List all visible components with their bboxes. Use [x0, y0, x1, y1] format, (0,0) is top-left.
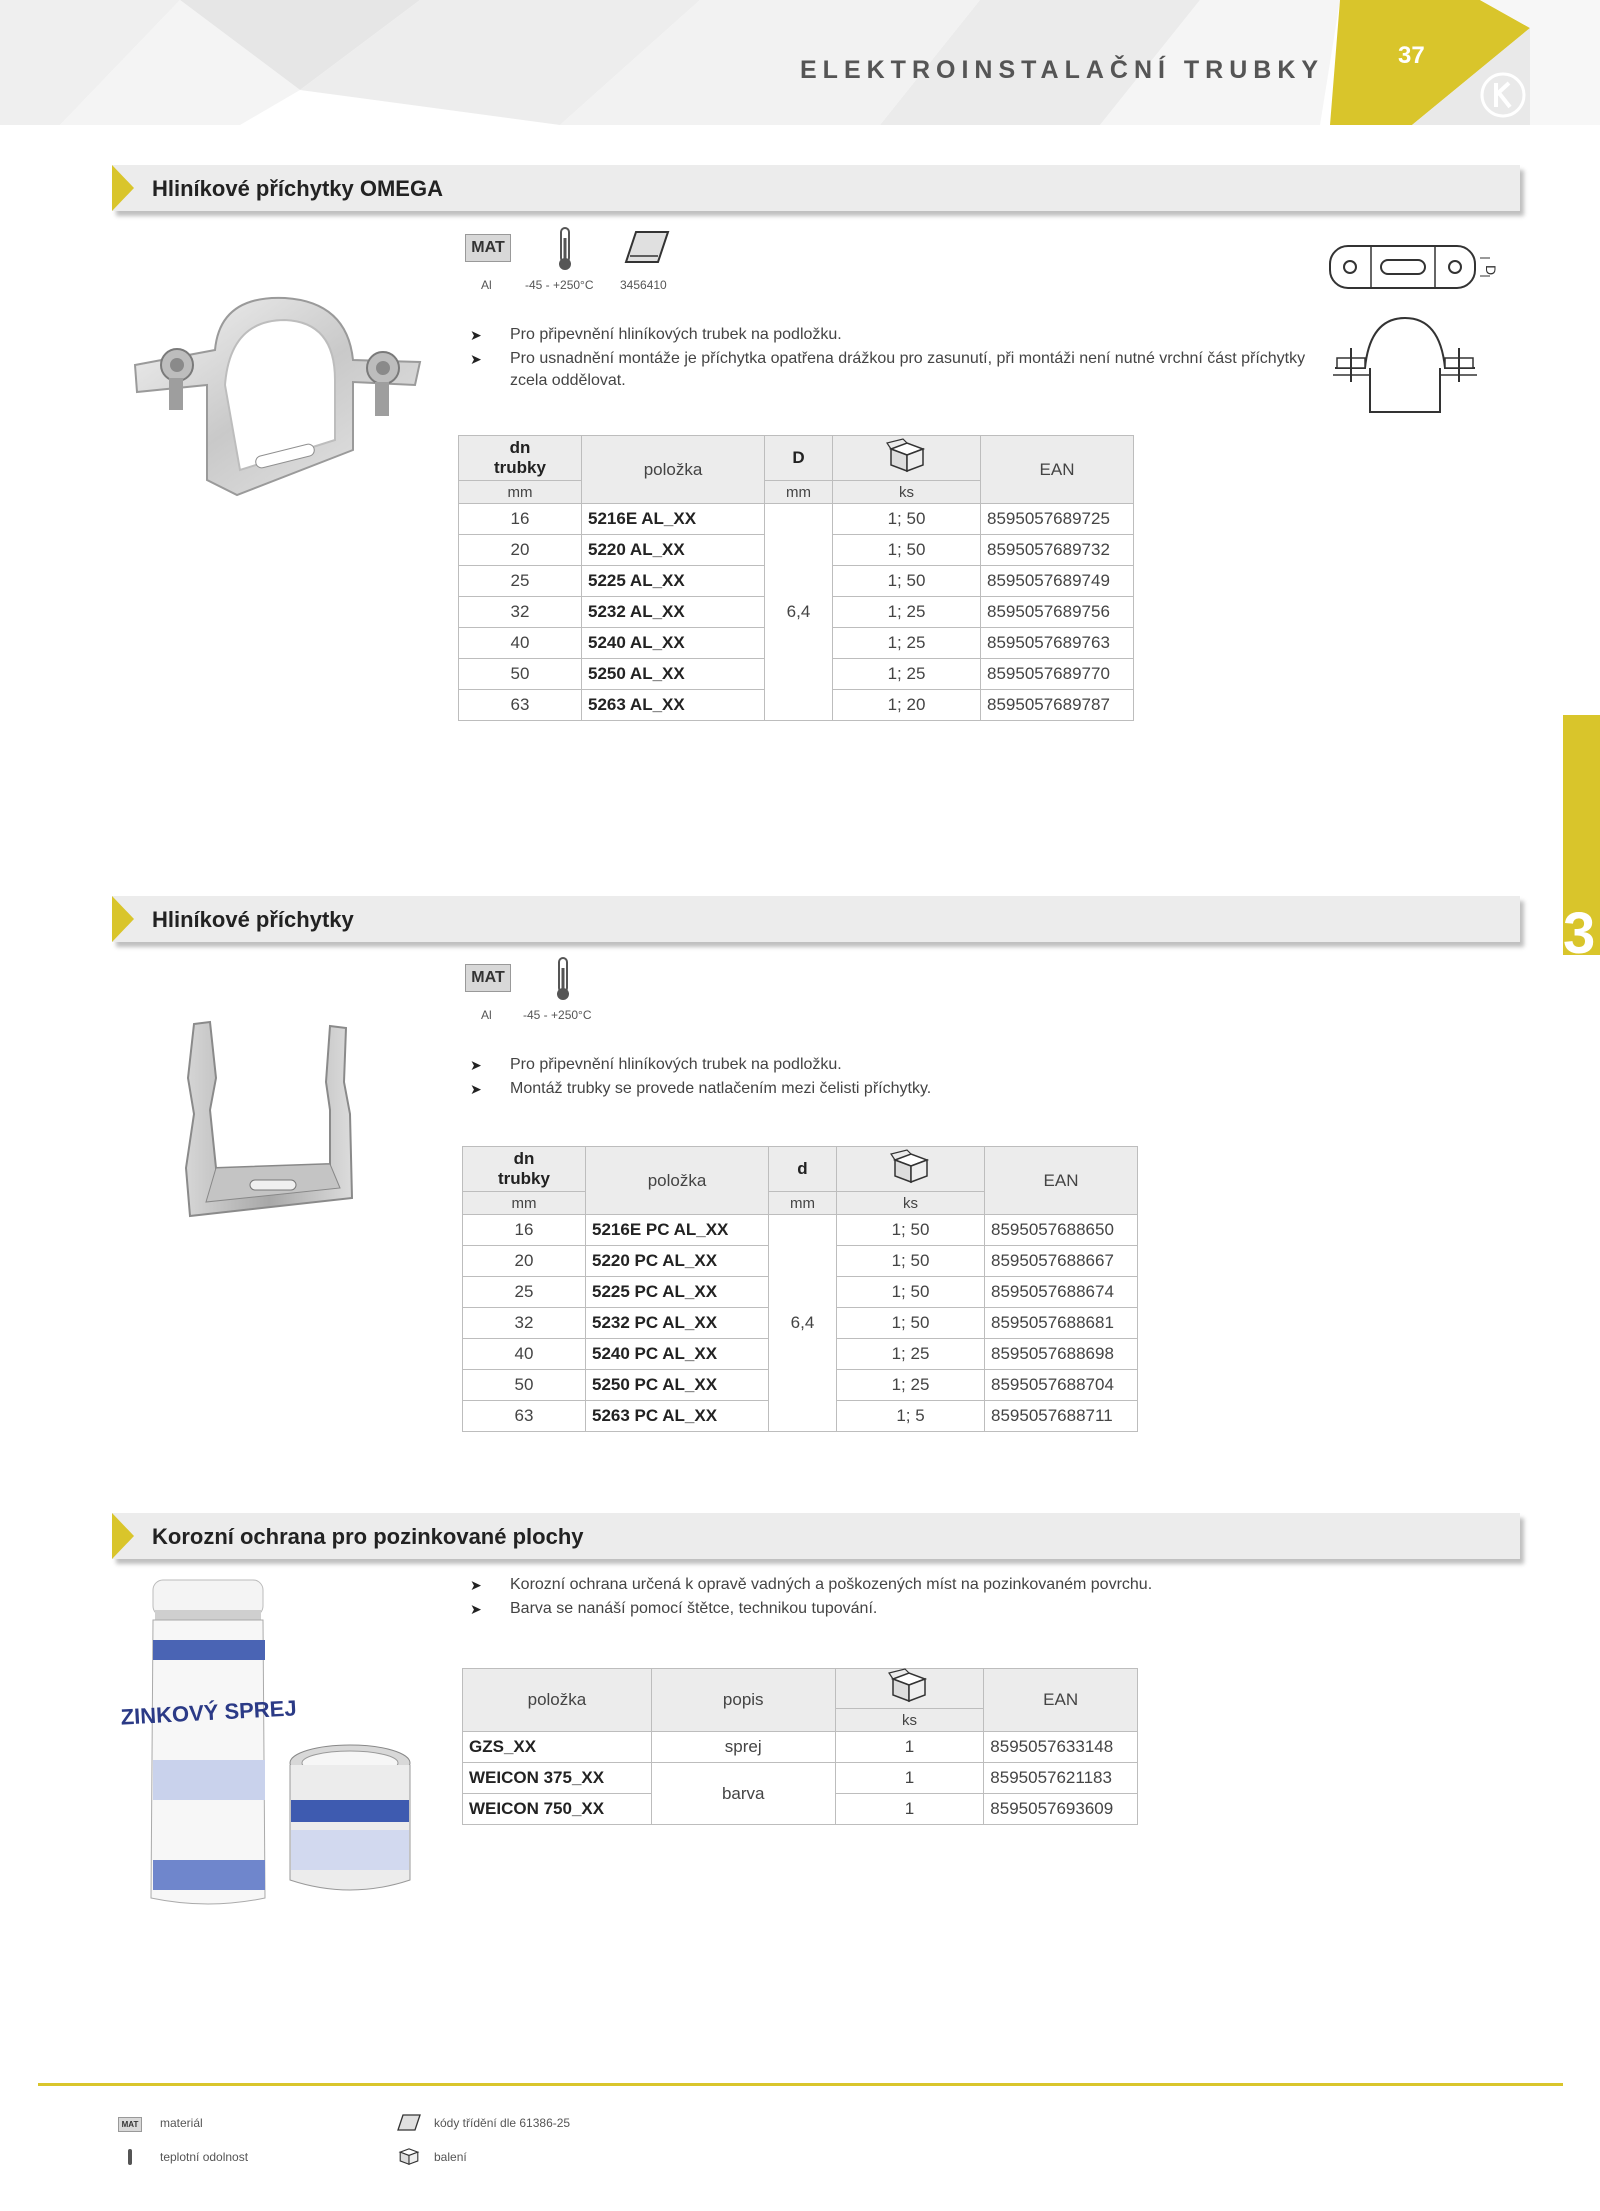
u-clip-image [180, 1018, 360, 1223]
cell-dn: 16 [463, 1215, 586, 1246]
bullet-item [470, 348, 1320, 392]
cell-dn: 63 [459, 690, 582, 721]
cell-ks: 1 [835, 1763, 984, 1794]
cell-ean: 8595057688704 [985, 1370, 1138, 1401]
cell-ks: 1; 5 [837, 1401, 985, 1432]
temperature-label: -45 - +250°C [525, 278, 594, 292]
unit-ks: ks [835, 1709, 984, 1732]
cell-dn: 32 [459, 597, 582, 628]
section-marker [112, 165, 134, 211]
temperature-label: -45 - +250°C [523, 1008, 592, 1022]
thermometer-icon [555, 226, 575, 272]
cell-ks: 1; 50 [837, 1277, 985, 1308]
product-label: ZINKOVÝ SPREJ [120, 1695, 298, 1730]
bullet-text: Barva se nanáší pomocí štětce, technikou tupování. [510, 1600, 878, 1617]
unit-mm: mm [459, 481, 582, 504]
cell-code: 5220 AL_XX [582, 535, 765, 566]
header-dn: dn [513, 1149, 535, 1168]
header-trubky: trubky [498, 1169, 550, 1188]
col-header-dn [459, 436, 582, 481]
bullet-text: Pro usnadnění montáže je příchytka opatřena drážkou pro zasunutí, při montáži není nutné vrchní část příchytky zcela oddělovat. [510, 350, 1306, 389]
section-title-bar [112, 165, 1520, 211]
cell-code: 5240 AL_XX [582, 628, 765, 659]
product-table [458, 435, 1134, 721]
bullet-text: Montáž trubky se provede natlačením mezi čelisti příchytky. [510, 1080, 932, 1097]
cell-code: 5225 PC AL_XX [586, 1277, 769, 1308]
cell-dn: 25 [463, 1277, 586, 1308]
cell-dn: 20 [459, 535, 582, 566]
cell-code: GZS_XX [463, 1732, 652, 1763]
product-table [462, 1146, 1138, 1432]
cell-dn: 20 [463, 1246, 586, 1277]
legend-classification-icon [396, 2114, 422, 2132]
cell-dn: 16 [459, 504, 582, 535]
packaging-box-icon [891, 1150, 931, 1184]
col-header-packaging [835, 1669, 984, 1709]
bullet-item [470, 1078, 1320, 1100]
material-label: Al [481, 1008, 492, 1022]
col-header-polozka: položka [582, 436, 765, 504]
cell-ks: 1; 20 [833, 690, 981, 721]
dimension-label: D [1483, 264, 1500, 276]
col-header-packaging [837, 1147, 985, 1192]
kopos-logo-icon [1478, 70, 1528, 120]
legend-thermometer-icon [126, 2148, 134, 2168]
cell-ean: 8595057688650 [985, 1215, 1138, 1246]
col-header-polozka: položka [463, 1669, 652, 1732]
cell-ks: 1; 25 [837, 1370, 985, 1401]
table-row [463, 1215, 1138, 1246]
cell-code: WEICON 375_XX [463, 1763, 652, 1794]
col-header-packaging [833, 436, 981, 481]
cell-dn: 40 [459, 628, 582, 659]
cell-ks: 1; 25 [837, 1339, 985, 1370]
section-marker [112, 1513, 134, 1559]
cell-ks: 1 [835, 1732, 984, 1763]
col-header-dn [463, 1147, 586, 1192]
cell-ean: 8595057689725 [981, 504, 1134, 535]
bullet-arrow-icon: ➤ [470, 327, 482, 343]
header-title: ELEKTROINSTALAČNÍ TRUBKY [800, 56, 1325, 84]
cell-dn: 25 [459, 566, 582, 597]
cell-ks: 1; 50 [833, 504, 981, 535]
col-header-d: d [769, 1147, 837, 1192]
bullet-arrow-icon: ➤ [470, 1577, 482, 1593]
material-label: Al [481, 278, 492, 292]
section-title-bar [112, 1513, 1520, 1559]
bullet-arrow-icon: ➤ [470, 1601, 482, 1617]
cell-ks: 1; 50 [837, 1246, 985, 1277]
cell-ks: 1; 25 [833, 628, 981, 659]
section-title-bar [112, 896, 1520, 942]
cell-ks: 1; 25 [833, 659, 981, 690]
header-trubky: trubky [494, 458, 546, 477]
material-icon: MAT [465, 234, 511, 262]
unit-mm: mm [769, 1192, 837, 1215]
legend-packaging-label: balení [434, 2150, 467, 2164]
bullet-item [470, 1054, 1320, 1076]
legend-temperature-label: teplotní odolnost [160, 2150, 249, 2164]
section-title: Hliníkové příchytky OMEGA [152, 176, 443, 201]
col-header-polozka: položka [586, 1147, 769, 1215]
cell-code: 5250 PC AL_XX [586, 1370, 769, 1401]
cell-dn: 63 [463, 1401, 586, 1432]
unit-ks: ks [837, 1192, 985, 1215]
cell-code: 5263 PC AL_XX [586, 1401, 769, 1432]
cell-dn: 50 [459, 659, 582, 690]
unit-mm: mm [463, 1192, 586, 1215]
cell-code: 5232 PC AL_XX [586, 1308, 769, 1339]
col-header-ean: EAN [984, 1669, 1138, 1732]
cell-code: 5225 AL_XX [582, 566, 765, 597]
col-header-popis: popis [651, 1669, 835, 1732]
bullet-item [470, 1574, 1370, 1596]
cell-ks: 1; 50 [837, 1308, 985, 1339]
cell-ks: 1 [835, 1794, 984, 1825]
bullet-item [470, 324, 1320, 346]
cell-ean: 8595057621183 [984, 1763, 1138, 1794]
legend-packaging-icon [398, 2146, 420, 2166]
bullet-text: Korozní ochrana určená k opravě vadných a poškozených míst na pozinkovaném povrchu. [510, 1576, 1153, 1593]
cell-ean: 8595057693609 [984, 1794, 1138, 1825]
cell-popis-merged: barva [651, 1763, 835, 1825]
bullet-arrow-icon: ➤ [470, 351, 482, 367]
bullet-arrow-icon: ➤ [470, 1057, 482, 1073]
bullet-text: Pro připevnění hliníkových trubek na podložku. [510, 326, 842, 343]
table-row [463, 1763, 1138, 1794]
cell-d-merged: 6,4 [765, 504, 833, 721]
table-row [459, 504, 1134, 535]
chapter-number: 3 [1563, 901, 1596, 966]
cell-ean: 8595057689787 [981, 690, 1134, 721]
legend-material-icon: MAT [118, 2117, 142, 2132]
section-marker [112, 896, 134, 942]
cell-ean: 8595057689756 [981, 597, 1134, 628]
zinc-spray-and-tin-image [120, 1580, 425, 1910]
cell-dn: 50 [463, 1370, 586, 1401]
cell-ean: 8595057688667 [985, 1246, 1138, 1277]
cell-ean: 8595057689732 [981, 535, 1134, 566]
material-icon: MAT [465, 964, 511, 992]
cell-ean: 8595057689763 [981, 628, 1134, 659]
cell-ean: 8595057689749 [981, 566, 1134, 597]
unit-mm: mm [765, 481, 833, 504]
bullet-item [470, 1598, 1370, 1620]
bullet-text: Pro připevnění hliníkových trubek na podložku. [510, 1056, 842, 1073]
cell-dn: 32 [463, 1308, 586, 1339]
col-header-d: D [765, 436, 833, 481]
classification-code-icon [622, 230, 672, 266]
omega-clip-image [125, 290, 425, 510]
cell-code: 5240 PC AL_XX [586, 1339, 769, 1370]
cell-ks: 1; 50 [833, 566, 981, 597]
legend-material-label: materiál [160, 2116, 203, 2130]
cell-ean: 8595057688681 [985, 1308, 1138, 1339]
cell-ks: 1; 50 [833, 535, 981, 566]
cell-popis: sprej [651, 1732, 835, 1763]
cell-ks: 1; 50 [837, 1215, 985, 1246]
page-number: 37 [1398, 42, 1425, 69]
col-header-ean: EAN [985, 1147, 1138, 1215]
cell-ean: 8595057688674 [985, 1277, 1138, 1308]
cell-dn: 40 [463, 1339, 586, 1370]
cell-ks: 1; 25 [833, 597, 981, 628]
cell-ean: 8595057688698 [985, 1339, 1138, 1370]
cell-ean: 8595057689770 [981, 659, 1134, 690]
bullet-arrow-icon: ➤ [470, 1081, 482, 1097]
section-title: Korozní ochrana pro pozinkované plochy [152, 1524, 584, 1549]
product-table [462, 1668, 1138, 1825]
cell-d-merged: 6,4 [769, 1215, 837, 1432]
cell-code: 5220 PC AL_XX [586, 1246, 769, 1277]
cell-code: 5263 AL_XX [582, 690, 765, 721]
unit-ks: ks [833, 481, 981, 504]
cell-ean: 8595057688711 [985, 1401, 1138, 1432]
legend-codes-label: kódy třídění dle 61386-25 [434, 2116, 571, 2130]
section-title: Hliníkové příchytky [152, 907, 354, 932]
cell-code: 5250 AL_XX [582, 659, 765, 690]
cell-code: WEICON 750_XX [463, 1794, 652, 1825]
classification-code-label: 3456410 [620, 278, 667, 292]
packaging-box-icon [887, 439, 927, 473]
cell-code: 5216E AL_XX [582, 504, 765, 535]
thermometer-icon [553, 956, 573, 1002]
cell-code: 5232 AL_XX [582, 597, 765, 628]
packaging-box-icon [889, 1669, 929, 1703]
col-header-ean: EAN [981, 436, 1134, 504]
footer-divider [38, 2083, 1563, 2086]
cell-code: 5216E PC AL_XX [586, 1215, 769, 1246]
cell-ean: 8595057633148 [984, 1732, 1138, 1763]
header-dn: dn [509, 438, 531, 457]
table-row [463, 1732, 1138, 1763]
